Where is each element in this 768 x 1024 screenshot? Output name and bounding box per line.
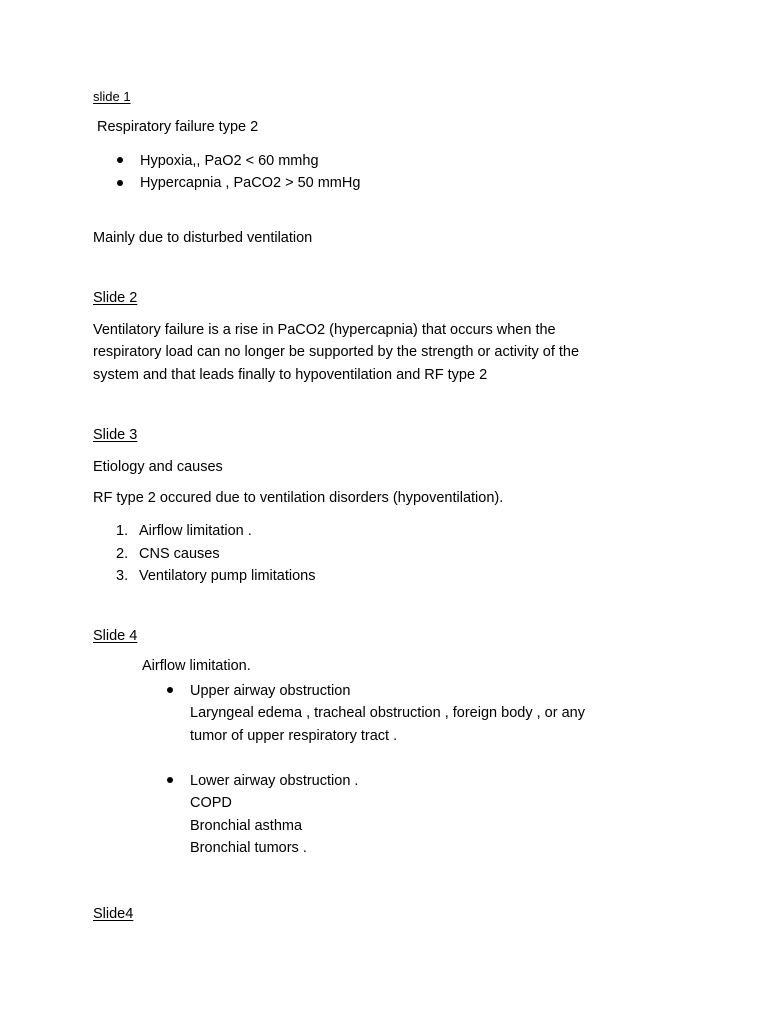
- slide1-bullet: Hypercapnia , PaCO2 > 50 mmHg: [140, 175, 361, 191]
- bullet-icon: [167, 687, 173, 693]
- slide3-title: Etiology and causes: [93, 459, 223, 475]
- slide2-line: respiratory load can no longer be supported by the strength or activity of the: [93, 344, 580, 360]
- bullet-icon: [117, 157, 123, 163]
- slide4-heading: Slide 4: [93, 628, 138, 644]
- bullet-icon: [117, 180, 123, 186]
- lower-airway-line: Bronchial asthma: [190, 818, 303, 834]
- slide5-heading: Slide4: [93, 906, 134, 922]
- slide3-heading: Slide 3: [93, 427, 138, 443]
- upper-airway-line: tumor of upper respiratory tract .: [190, 728, 398, 744]
- slide2-heading: Slide 2: [93, 290, 138, 306]
- lower-airway-label: Lower airway obstruction .: [190, 773, 359, 789]
- slide2-line: system and that leads finally to hypoventilation and RF type 2: [93, 367, 488, 383]
- list-number: 2.: [116, 546, 129, 562]
- bullet-icon: [167, 777, 173, 783]
- slide1-heading: slide 1: [93, 89, 131, 104]
- slide2-line: Ventilatory failure is a rise in PaCO2 (hypercapnia) that occurs when the: [93, 322, 556, 338]
- slide1-bullet: Hypoxia,, PaO2 < 60 mmhg: [140, 153, 319, 169]
- slide3-item: CNS causes: [139, 546, 220, 562]
- lower-airway-line: COPD: [190, 795, 232, 811]
- slide4-title: Airflow limitation.: [142, 658, 251, 674]
- slide3-intro: RF type 2 occured due to ventilation disorders (hypoventilation).: [93, 490, 504, 506]
- list-number: 1.: [116, 523, 129, 539]
- upper-airway-line: Laryngeal edema , tracheal obstruction , foreign body , or any: [190, 705, 585, 721]
- lower-airway-line: Bronchial tumors .: [190, 840, 307, 856]
- slide1-note: Mainly due to disturbed ventilation: [93, 230, 313, 246]
- slide1-title: Respiratory failure type 2: [97, 119, 259, 135]
- slide3-item: Airflow limitation .: [139, 523, 252, 539]
- list-number: 3.: [116, 568, 129, 584]
- upper-airway-label: Upper airway obstruction: [190, 683, 351, 699]
- slide3-item: Ventilatory pump limitations: [139, 568, 316, 584]
